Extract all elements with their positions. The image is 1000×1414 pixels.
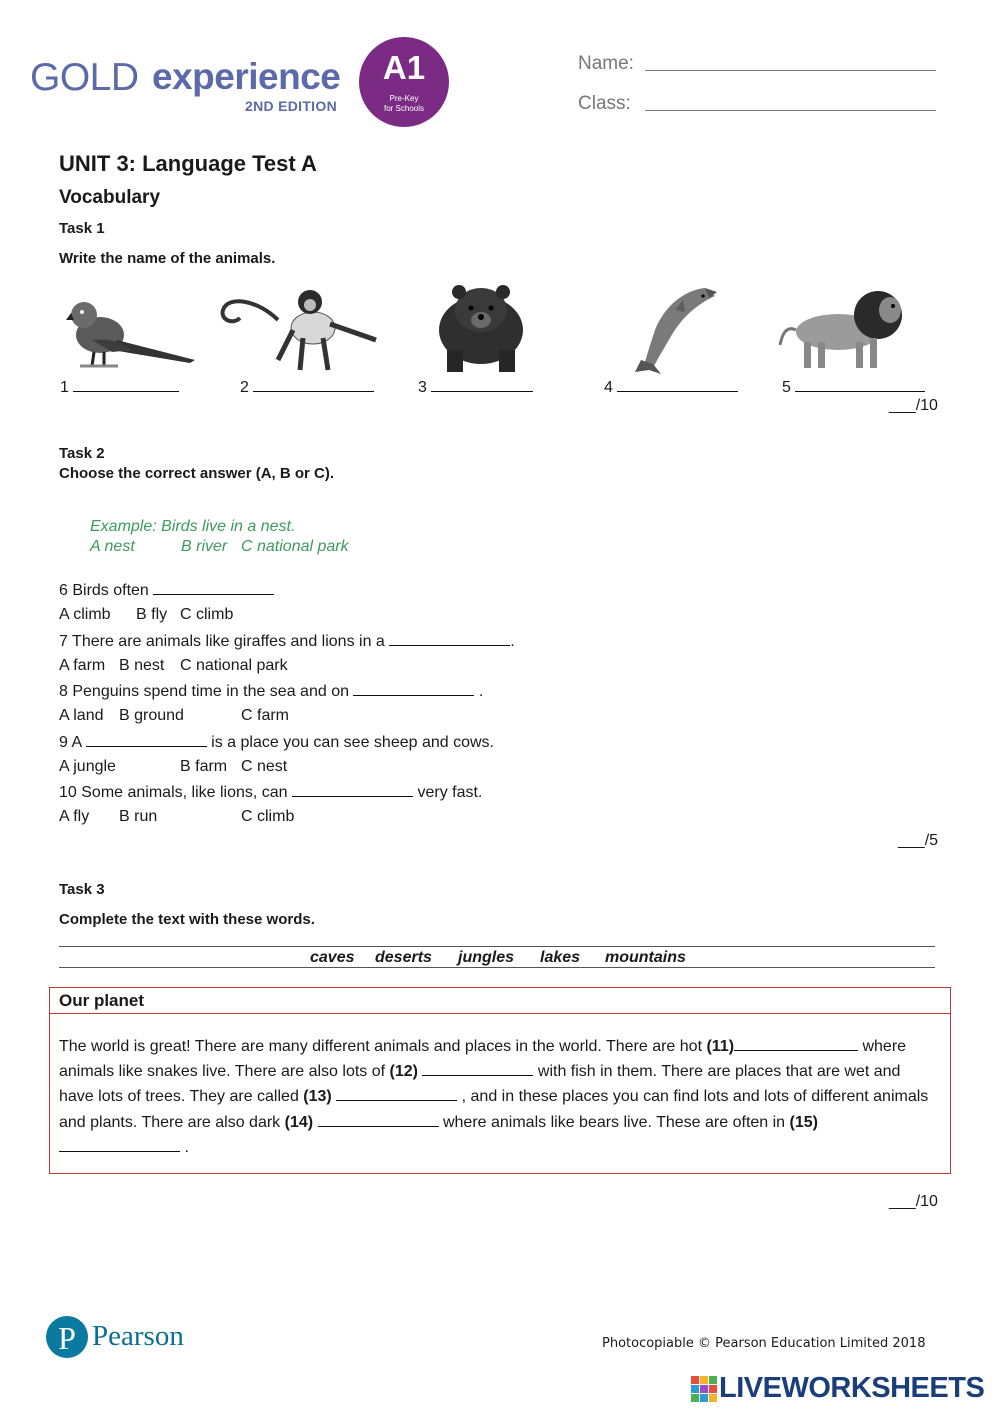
word-box-top-rule (59, 946, 935, 947)
question-8 (59, 682, 483, 701)
word-box-bottom-rule (59, 967, 935, 968)
gap-number-15: (15) (789, 1113, 818, 1131)
word-jungles: jungles (458, 949, 515, 966)
gap-number-11: (11) (706, 1038, 735, 1055)
question-text-post: . (510, 633, 515, 650)
word-caves: caves (310, 949, 355, 966)
level-badge (359, 37, 449, 127)
answer-blank-6[interactable] (153, 581, 274, 595)
section-title: Vocabulary (59, 187, 161, 208)
text-segment: , and in these places you can find lots and lots of different animals and plants. There are also dark (59, 1088, 929, 1131)
class-label: Class: (578, 93, 631, 114)
q8-option-b[interactable]: B ground (119, 707, 184, 724)
task1-item-2 (240, 378, 374, 397)
answer-blank-4[interactable] (617, 378, 738, 392)
q7-option-a[interactable]: A farm (59, 657, 106, 674)
task1-item-number: 2 (240, 379, 249, 396)
question-6 (59, 581, 274, 600)
question-text: 10 Some animals, like lions, can (59, 784, 288, 801)
pearson-logo-icon: P (46, 1316, 88, 1358)
level-badge-sub1: Pre-Key (389, 94, 419, 103)
answer-blank-5[interactable] (795, 378, 925, 392)
reading-box-title: Our planet (59, 991, 145, 1010)
q6-option-b[interactable]: B fly (136, 606, 168, 623)
answer-blank-11[interactable] (734, 1037, 858, 1051)
task1-item-number: 4 (604, 379, 613, 396)
task1-instruction: Write the name of the animals. (59, 250, 276, 267)
reading-text (59, 1034, 939, 1160)
task2-title: Task 2 (59, 445, 105, 462)
answer-blank-10[interactable] (292, 783, 413, 797)
bear-image (425, 280, 537, 375)
text-segment: with fish in them. There are places that are wet and have lots of trees. They are called (59, 1063, 901, 1106)
text-segment: . (180, 1138, 189, 1156)
q8-option-a[interactable]: A land (59, 707, 104, 724)
gap-number-13: (13) (303, 1088, 332, 1106)
pearson-logo-text: Pearson (92, 1320, 184, 1352)
question-7 (59, 632, 515, 651)
parrot-image (62, 280, 197, 375)
liveworksheets-icon (691, 1376, 717, 1402)
q8-option-c[interactable]: C farm (241, 707, 289, 724)
name-input-line[interactable] (645, 70, 936, 71)
answer-blank-13[interactable] (336, 1087, 457, 1101)
q10-option-b[interactable]: B run (119, 808, 158, 825)
question-9 (59, 733, 494, 752)
text-segment: The world is great! There are many different animals and places in the world. There are hot (59, 1038, 707, 1055)
dolphin-image (605, 280, 753, 375)
q6-option-a[interactable]: A climb (59, 606, 111, 623)
word-deserts: deserts (375, 949, 432, 966)
answer-blank-12[interactable] (422, 1062, 533, 1076)
answer-blank-3[interactable] (431, 378, 533, 392)
task1-item-number: 3 (418, 379, 427, 396)
question-10 (59, 783, 482, 802)
lion-image (778, 280, 913, 375)
q10-option-a[interactable]: A fly (59, 808, 90, 825)
question-text-post: is a place you can see sheep and cows. (206, 734, 494, 751)
task3-instruction: Complete the text with these words. (59, 911, 315, 928)
copyright-notice: Photocopiable © Pearson Education Limited 2018 (602, 1336, 926, 1351)
answer-blank-9[interactable] (86, 733, 207, 747)
gap-number-12: (12) (389, 1063, 418, 1081)
page-title: UNIT 3: Language Test A (59, 151, 317, 176)
example-option-c: C national park (241, 538, 349, 555)
q9-option-b[interactable]: B farm (180, 758, 228, 775)
level-badge-level: A1 (382, 49, 426, 86)
question-text-post: very fast. (413, 784, 483, 801)
task1-score: ___/10 (889, 397, 938, 414)
class-input-line[interactable] (645, 110, 936, 111)
answer-blank-8[interactable] (353, 682, 474, 696)
question-text: 8 Penguins spend time in the sea and on (59, 683, 349, 700)
task2-instruction: Choose the correct answer (A, B or C). (59, 465, 335, 482)
answer-blank-15[interactable] (59, 1138, 180, 1152)
q9-option-c[interactable]: C nest (241, 758, 288, 775)
question-text: 6 Birds often (59, 582, 149, 599)
q10-option-c[interactable]: C climb (241, 808, 295, 825)
q6-option-c[interactable]: C climb (180, 606, 234, 623)
text-segment: where animals like snakes live. There are also lots of (59, 1038, 907, 1081)
example-sentence: Example: Birds live in a nest. (90, 518, 296, 535)
task1-item-number: 1 (60, 379, 69, 396)
task1-item-5 (782, 378, 925, 397)
brand-gold: GOLD (30, 56, 139, 99)
q9-option-a[interactable]: A jungle (59, 758, 116, 775)
brand-experience: experience (152, 56, 341, 97)
liveworksheets-watermark: LIVEWORKSHEETS (719, 1372, 985, 1404)
task1-item-3 (418, 378, 533, 397)
example-option-a: A nest (90, 538, 135, 555)
question-text-post: . (474, 683, 484, 700)
word-lakes: lakes (540, 949, 581, 966)
answer-blank-14[interactable] (318, 1113, 439, 1127)
monkey-image (218, 280, 380, 375)
level-badge-sub2: for Schools (383, 104, 425, 113)
reading-box-divider (49, 1013, 951, 1014)
word-mountains: mountains (605, 949, 686, 966)
brand-edition: 2ND EDITION (245, 98, 337, 114)
answer-blank-2[interactable] (253, 378, 374, 392)
example-option-b: B river (181, 538, 228, 555)
task3-score: ___/10 (889, 1193, 938, 1210)
question-text: 7 There are animals like giraffes and lions in a (59, 633, 385, 650)
text-segment: where animals like bears live. These are often in (438, 1113, 790, 1131)
task1-title: Task 1 (59, 220, 105, 237)
question-text: 9 A (59, 734, 82, 751)
answer-blank-7[interactable] (389, 632, 510, 646)
answer-blank-1[interactable] (73, 378, 179, 392)
task2-score: ___/5 (898, 832, 939, 849)
task1-item-4 (604, 378, 738, 397)
task1-item-1 (60, 378, 179, 397)
q7-option-b[interactable]: B nest (119, 657, 165, 674)
q7-option-c[interactable]: C national park (180, 657, 288, 674)
task3-title: Task 3 (59, 881, 105, 898)
gap-number-14: (14) (284, 1113, 314, 1131)
name-label: Name: (578, 53, 634, 74)
task1-item-number: 5 (782, 379, 791, 396)
